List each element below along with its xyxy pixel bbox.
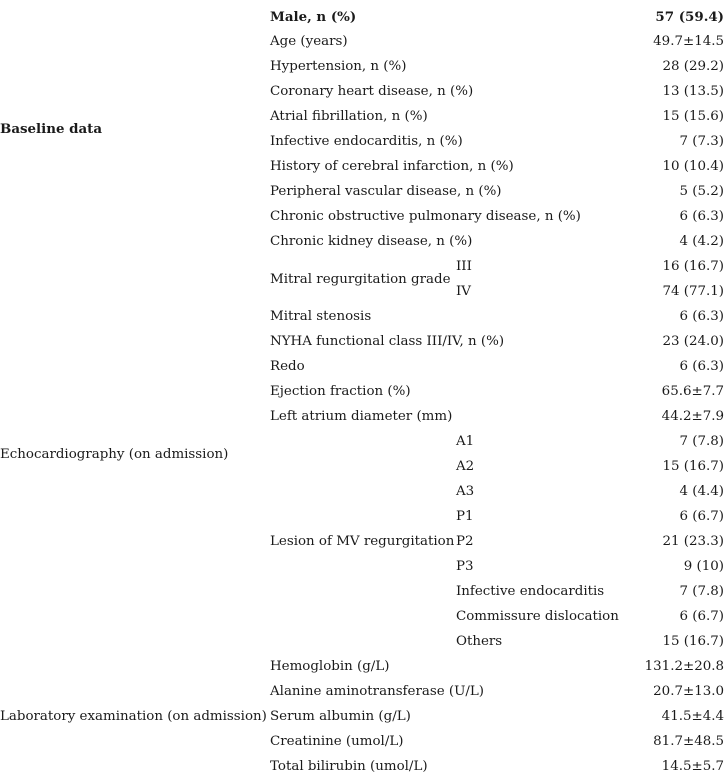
row-value: 81.7±48.5 [653,734,724,749]
row-value: 57 (59.4) [655,8,724,25]
row-sublabel: P3 [456,559,474,574]
row-value: 10 (10.4) [662,159,724,174]
row-label: Age (years) [270,34,348,49]
row-value: 14.5±5.7 [661,759,724,774]
section-label-laboratory: Laboratory examination (on admission) [0,709,267,724]
row-sublabel: P2 [456,534,474,549]
table-row [0,4,724,29]
row-value: 23 (24.0) [662,334,724,349]
row-label: Left atrium diameter (mm) [270,409,453,424]
row-value: 131.2±20.8 [644,659,724,674]
row-label: Total bilirubin (umol/L) [270,759,428,774]
row-value: 6 (6.7) [679,609,724,624]
row-value: 28 (29.2) [662,59,724,74]
row-label: Coronary heart disease, n (%) [270,84,474,99]
row-value: 16 (16.7) [662,259,724,274]
row-value: 7 (7.8) [679,434,724,449]
row-label: Redo [270,359,305,374]
row-sublabel: Commissure dislocation [456,609,619,624]
row-value: 6 (6.3) [679,309,724,324]
row-value: 44.2±7.9 [661,409,724,424]
section-label-echocardiography: Echocardiography (on admission) [0,446,229,462]
row-value: 6 (6.3) [679,209,724,224]
row-value: 6 (6.3) [679,359,724,374]
row-value: 65.6±7.7 [661,384,724,399]
row-label: NYHA functional class III/IV, n (%) [270,334,505,349]
row-label: Hemoglobin (g/L) [270,659,390,674]
row-label: Ejection fraction (%) [270,384,411,399]
row-value: 15 (16.7) [662,459,724,474]
row-value: 7 (7.3) [679,134,724,149]
row-sublabel: P1 [456,509,474,524]
row-sublabel: A1 [456,434,475,449]
row-value: 7 (7.8) [679,584,724,599]
section-label-baseline: Baseline data [0,121,103,137]
row-value: 20.7±13.0 [653,684,724,699]
row-label: Lesion of MV regurgitation [270,534,455,549]
row-value: 5 (5.2) [679,184,724,199]
table-row [0,254,724,279]
row-label: Creatinine (umol/L) [270,734,404,749]
row-value: 41.5±4.4 [661,709,724,724]
row-value: 21 (23.3) [662,534,724,549]
row-value: 13 (13.5) [662,84,724,99]
row-label: Alanine aminotransferase (U/L) [270,684,485,699]
baseline-characteristics-table [0,4,724,779]
row-value: 9 (10) [683,559,724,574]
row-label: Atrial fibrillation, n (%) [270,109,428,124]
row-label: Peripheral vascular disease, n (%) [270,184,502,199]
row-sublabel: III [456,259,472,274]
row-label: Infective endocarditis, n (%) [270,134,463,149]
row-label: Chronic obstructive pulmonary disease, n (%) [270,209,581,224]
row-label: Mitral stenosis [270,309,372,324]
row-label: History of cerebral infarction, n (%) [270,159,514,174]
row-label: Mitral regurgitation grade [270,271,451,287]
row-sublabel: A2 [456,459,475,474]
table-row [0,654,724,679]
row-value: 4 (4.4) [679,484,724,499]
row-sublabel: IV [456,284,471,299]
row-label: Chronic kidney disease, n (%) [270,234,473,249]
row-value: 6 (6.7) [679,509,724,524]
row-sublabel: Infective endocarditis [456,584,605,599]
row-value: 15 (16.7) [662,634,724,649]
row-value: 49.7±14.5 [653,34,724,49]
row-value: 4 (4.2) [679,234,724,249]
row-value: 74 (77.1) [662,284,724,299]
row-label: Hypertension, n (%) [270,59,407,74]
row-sublabel: Others [456,634,503,649]
row-label: Serum albumin (g/L) [270,709,411,724]
row-sublabel: A3 [456,484,475,499]
row-value: 15 (15.6) [662,109,724,124]
row-label: Male, n (%) [270,8,357,25]
